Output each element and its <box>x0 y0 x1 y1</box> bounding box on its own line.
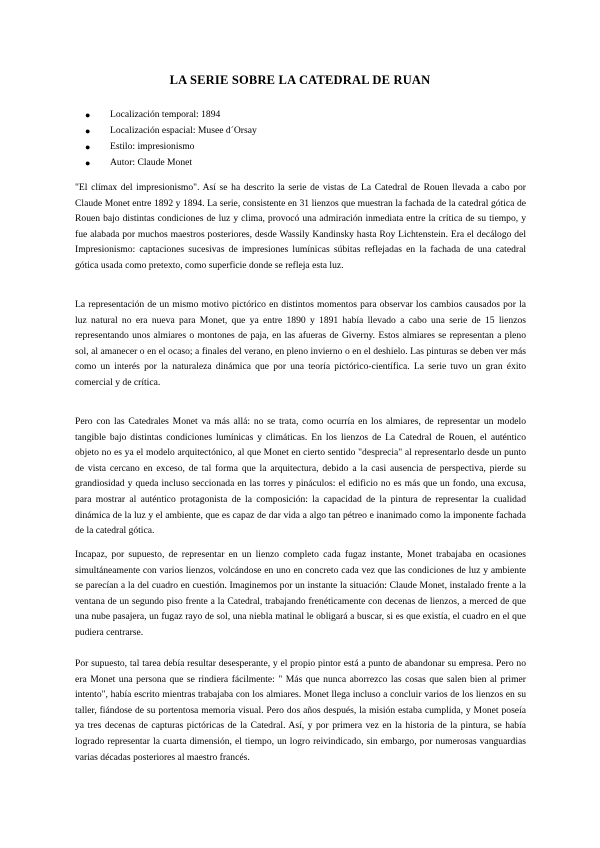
bullet-icon: ● <box>85 110 91 120</box>
metadata-item <box>85 155 257 171</box>
paragraph: "El clímax del impresionismo". Así se ha descrito la serie de vistas de La Catedral de Rouen llevada a cabo por Claude Monet entre 1892 y 1894. La serie, consistente en 31 lienzos que muestran la fachada de la catedral gótica de Rouen bajo distintas condiciones de luz y clima, provocó una admiración inmediata entre la crítica de su tiempo, y fue alabada por muchos maestros posteriores, desde Wassily Kandinsky hasta Roy Lichtenstein. Era el decálogo del Impresionismo: captaciones sucesivas de impresiones lumínicas súbitas reflejadas en la fachada de una catedral gótica usada como pretexto, como superficie donde se refleja esta luz. <box>75 182 526 271</box>
metadata-text: Localización temporal: 1894 <box>110 109 221 120</box>
document-title: LA SERIE SOBRE LA CATEDRAL DE RUAN <box>169 73 431 87</box>
bullet-icon: ● <box>85 142 91 152</box>
bullet-icon: ● <box>85 126 91 136</box>
metadata-item <box>85 139 257 155</box>
metadata-text: Autor: Claude Monet <box>110 157 193 168</box>
bullet-icon: ● <box>85 158 91 168</box>
metadata-list <box>85 107 257 171</box>
metadata-text: Localización espacial: Musee d´Orsay <box>110 125 257 136</box>
metadata-item <box>85 107 257 123</box>
paragraph: La representación de un mismo motivo pictórico en distintos momentos para observar los cambios causados por la luz natural no era nueva para Monet, que ya entre 1890 y 1891 había llevado a cabo una serie de 15 lienzos representando unos almiares o montones de paja, en las afueras de Giverny. Estos almiares se representan a pleno sol, al amanecer o en el ocaso; a finales del verano, en pleno invierno o en el deshielo. Las pinturas se deben ver más como un interés por la naturaleza dinámica que por una teoría pictórico-científica. La serie tuvo un gran éxito comercial y de crítica. <box>75 299 526 388</box>
paragraph: Pero con las Catedrales Monet va más allá: no se trata, como ocurría en los almiares, de representar un modelo tangible bajo distintas condiciones lumínicas y climáticas. En los lienzos de La Catedral de Rouen, el auténtico objeto no es ya el modelo arquitectónico, al que Monet en cierto sentido "desprecia" al representarlo desde un punto de vista cercano en exceso, de tal forma que la arquitectura, debido a la casi ausencia de perspectiva, pierde su grandiosidad y queda incluso seccionada en las torres y pináculos: el edificio no es más que un fondo, una excusa, para mostrar al auténtico protagonista de la composición: la capacidad de la pintura de representar la cualidad dinámica de la luz y el ambiente, que es capaz de dar vida a algo tan pétreo e inanimado como la imponente fachada de la catedral gótica. <box>75 416 526 537</box>
metadata-item <box>85 123 257 139</box>
paragraph: Por supuesto, tal tarea debía resultar desesperante, y el propio pintor está a punto de abandonar su empresa. Pero no era Monet una persona que se rindiera fácilmente: " Más que nunca aborrezco las cosas que salen bien al primer intento", había escrito mientras trabajaba con los almiares. Monet llega incluso a concluir varios de los lienzos en su taller, fiándose de su portentosa memoria visual. Pero dos años después, la misión estaba cumplida, y Monet poseía ya tres decenas de capturas pictóricas de la Catedral. Así, y por primera vez en la historia de la pintura, se había logrado representar la cuarta dimensión, el tiempo, un logro reivindicado, sin embargo, por numerosas vanguardias varias décadas posteriores al maestro francés. <box>75 658 526 763</box>
metadata-text: Estilo: impresionismo <box>110 141 195 152</box>
paragraph: Incapaz, por supuesto, de representar en un lienzo completo cada fugaz instante, Monet trabajaba en ocasiones simultáneamente con varios lienzos, volcándose en uno en concreto cada vez que las condiciones de luz y ambiente se parecían a la del cuadro en cuestión. Imaginemos por un instante la situación: Claude Monet, instalado frente a la ventana de un segundo piso frente a la Catedral, trabajando frenéticamente con decenas de lienzos, a merced de que una nube pasajera, un fugaz rayo de sol, una niebla matinal le obligará a buscar, si es que existía, el cuadro en el que pudiera centrarse. <box>75 549 526 638</box>
